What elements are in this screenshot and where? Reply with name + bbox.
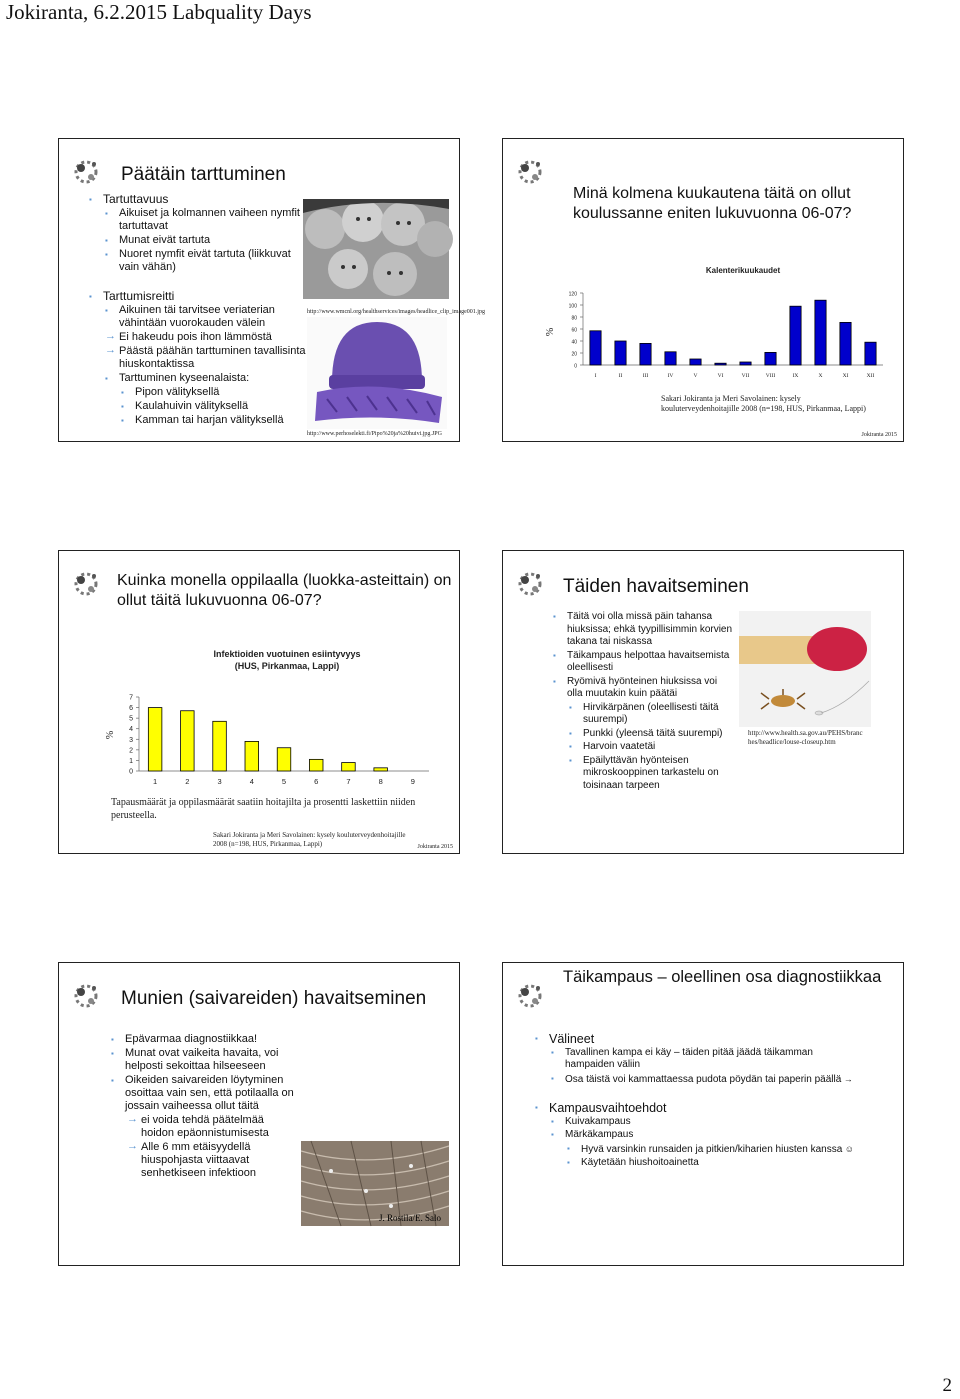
arrow-bullet-icon: → (127, 1140, 138, 1152)
bullet-item (569, 728, 733, 741)
bullet-text: Alle 6 mm etäisyydellä hiuspohjasta viittaavat senhetkiseen infektioon (141, 1141, 256, 1179)
bullet-item (569, 702, 733, 727)
square-bullet-icon: ▪ (105, 250, 108, 259)
bullet-text: Ei hakeudu pois ihon lämmöstä (119, 331, 272, 343)
bullet-text: Tarttuminen kyseenalaista: (119, 372, 250, 384)
square-bullet-icon: ▪ (105, 374, 108, 383)
y-tick-label: 60 (571, 327, 577, 334)
bullet-text: Punkki (yleensä täitä suurempi) (583, 727, 723, 739)
logo-icon (513, 155, 547, 189)
bullet-text: Kampausvaihtoehdot (549, 1101, 667, 1115)
bullet-text: Tarttumisreitti (103, 289, 175, 303)
bullet-item (121, 386, 311, 399)
logo-icon (513, 567, 547, 601)
x-tick-label: VIII (765, 373, 776, 379)
bar (374, 768, 388, 771)
square-bullet-icon: ▪ (111, 1076, 114, 1085)
bullet-text: Täitä voi olla missä päin tahansa hiuksissa; ehkä tyypillisimmin korvien takana tai niskassa (567, 611, 733, 647)
infection-bar-chart (99, 643, 429, 788)
bullet-item (105, 372, 311, 385)
y-tick-label: 3 (129, 736, 133, 744)
bullet-text: Tartuttavuus (103, 192, 169, 206)
square-bullet-icon: ▪ (551, 1130, 554, 1139)
bullet-text: Osa täistä voi kammattaessa pudota pöydän tai paperin päällä (565, 1073, 842, 1085)
x-tick-label: 1 (153, 777, 158, 786)
bullet-text: Munat ovat vaikeita havaita, voi helposti sekoittaa hilseeseen (125, 1047, 279, 1072)
bullet-text: Epävarmaa diagnostiikkaa! (125, 1033, 258, 1045)
bar (740, 362, 751, 365)
bullet-text: Hyvä varsinkin runsaiden ja pitkien/kiharien hiusten kanssa (581, 1143, 843, 1155)
bar (245, 741, 259, 771)
square-bullet-icon: ▪ (569, 702, 572, 712)
arrow-right-icon: → (841, 1073, 853, 1084)
bullet-item (553, 676, 733, 701)
bullet-text: Välineet (549, 1032, 595, 1046)
slide-4-url: http://www.health.sa.gov.au/PEHS/branches/headlice/louse-closeup.htm (748, 729, 863, 746)
square-bullet-icon: ▪ (535, 1103, 538, 1112)
bullet-item (105, 248, 311, 274)
y-axis-label: % (105, 730, 116, 740)
bullet-item (553, 650, 733, 675)
children-heads-photo (303, 199, 449, 299)
bullet-item (551, 1129, 865, 1142)
square-bullet-icon: ▪ (551, 1047, 554, 1057)
knit-hat-scarf-photo (307, 317, 447, 429)
x-tick-label: III (642, 373, 649, 379)
slide-1-title: Päätäin tarttuminen (121, 164, 286, 185)
x-tick-label: X (818, 373, 823, 379)
y-tick-label: 1 (129, 757, 133, 765)
y-tick-label: 4 (129, 726, 133, 734)
square-bullet-icon: ▪ (569, 728, 572, 738)
bar (309, 759, 323, 771)
photo-url-2: http://www.perhoselekti.fi/Pipo%20ja%20huivi.jpg.JPG (307, 431, 442, 437)
x-tick-label: VII (741, 373, 750, 379)
bullet-item (535, 1033, 865, 1046)
bullet-text: Munat eivät tartuta (119, 234, 211, 246)
document-title: Jokiranta, 6.2.2015 Labquality Days (6, 0, 312, 24)
square-bullet-icon: ▪ (89, 195, 92, 204)
photo-credit: J. Rostila/E. Salo (379, 1213, 442, 1223)
bar (590, 331, 601, 365)
arrow-bullet-icon: → (105, 344, 116, 356)
y-tick-label: 100 (568, 303, 577, 310)
slide-1-bullets (89, 193, 311, 428)
x-tick-label: 7 (346, 777, 351, 786)
bullet-item (105, 331, 311, 344)
bullet-text: Harvoin vaatetäi (583, 741, 656, 752)
bullet-item (551, 1073, 865, 1087)
bullet-item (89, 290, 311, 303)
bullet-item (551, 1047, 865, 1072)
bullet-item (105, 304, 311, 330)
slide-3-source: Sakari Jokiranta ja Meri Savolainen: kysely kouluterveydenhoitajille 2008 (n=198, HUS, Pirkanmaa, Lappi) (213, 831, 406, 848)
square-bullet-icon: ▪ (105, 306, 108, 315)
square-bullet-icon: ▪ (121, 402, 124, 411)
square-bullet-icon: ▪ (553, 612, 556, 621)
bullet-item (111, 1047, 296, 1073)
bullet-text: Oikeiden saivareiden löytyminen osoittaa vain sen, että potilaalla on jossain vaiheessa ollut täitä (125, 1074, 294, 1112)
square-bullet-icon: ▪ (567, 1143, 570, 1153)
x-tick-label: XI (842, 373, 849, 379)
bullet-item (127, 1141, 296, 1180)
slide-2-footer: Jokiranta 2015 (861, 432, 897, 438)
bar (765, 352, 776, 365)
bar (840, 322, 851, 365)
x-tick-label: I (594, 373, 597, 379)
logo-icon (513, 979, 547, 1013)
bullet-item (105, 345, 311, 371)
bar (213, 721, 227, 771)
bullet-text: Pipon välityksellä (135, 386, 220, 398)
slide-5-title: Munien (saivareiden) havaitseminen (121, 988, 427, 1009)
slide-4-title: Täiden havaitseminen (563, 576, 749, 597)
bullet-item (569, 741, 733, 754)
bar (615, 341, 626, 365)
x-tick-label: 2 (185, 777, 190, 786)
bullet-item (121, 414, 311, 427)
x-tick-label: 8 (378, 777, 383, 786)
logo-icon (69, 567, 103, 601)
bar (665, 352, 676, 365)
bullet-text: Hirvikärpänen (oleellisesti täitä suurempi) (583, 701, 719, 725)
bullet-item (89, 193, 311, 206)
x-tick-label: IV (667, 373, 674, 379)
square-bullet-icon: ▪ (111, 1049, 114, 1058)
slide-3-title: Kuinka monella oppilaalla (luokka-asteittain) on ollut täitä lukuvuonna 06-07? (117, 572, 452, 609)
slide-5 (58, 962, 460, 1266)
bullet-item (567, 1157, 865, 1170)
bar (715, 363, 726, 365)
slide-6-title: Täikampaus – oleellinen osa diagnostiikkaa (563, 968, 882, 986)
square-bullet-icon: ▪ (569, 755, 572, 765)
bullet-text: Täikampaus helpottaa havaitsemista oleellisesti (567, 649, 730, 673)
y-tick-label: 7 (129, 694, 133, 702)
x-tick-label: 9 (410, 777, 415, 786)
bullet-item (127, 1114, 296, 1140)
square-bullet-icon: ▪ (111, 1035, 114, 1044)
bullet-text: Epäilyttävän hyönteisen mikroskooppinen tarkastelu on toisinaan tarpeen (583, 754, 719, 791)
arrow-bullet-icon: → (105, 330, 116, 342)
bullet-text: Nuoret nymfit eivät tartuta (liikkuvat vain vähän) (119, 248, 291, 273)
bar (815, 300, 826, 365)
y-tick-label: 20 (571, 351, 577, 358)
bullet-text: Kamman tai harjan välityksellä (135, 414, 284, 426)
page-number: 2 (942, 1375, 952, 1396)
bullet-item (105, 207, 311, 233)
bullet-text: Tavallinen kampa ei käy – täiden pitää jäädä täikamman hampaiden väliin (565, 1046, 813, 1070)
y-tick-label: 0 (129, 768, 133, 776)
arrow-bullet-icon: → (127, 1113, 138, 1125)
bullet-item (553, 611, 733, 649)
slide-2-title: Minä kolmena kuukautena täitä on ollut koulussanne eniten lukuvuonna 06-07? (573, 185, 852, 222)
x-tick-label: IX (792, 373, 799, 379)
monthly-bar-chart (543, 257, 893, 387)
bar (865, 342, 876, 365)
x-tick-label: 5 (281, 777, 287, 786)
smiley-icon: ☺ (842, 1143, 854, 1154)
bar (277, 748, 291, 771)
bullet-text: Aikuinen täi tarvitsee veriaterian vähintään vuorokauden välein (119, 304, 275, 329)
bar (640, 343, 651, 365)
slide-2 (502, 138, 904, 442)
square-bullet-icon: ▪ (535, 1034, 538, 1043)
logo-icon (69, 979, 103, 1013)
bullet-text: Ryömivä hyönteinen hiuksissa voi olla muutakin kuin päätäi (567, 675, 718, 699)
chart-title: Infektioiden vuotuinen esiintyvyys (213, 649, 361, 659)
bullet-text: Aikuiset ja kolmannen vaiheen nymfit tartuttavat (119, 207, 300, 232)
x-tick-label: 6 (314, 777, 319, 786)
bullet-text: Käytetään hiushoitoainetta (581, 1157, 699, 1168)
bullet-item (567, 1143, 865, 1157)
y-tick-label: 2 (129, 747, 133, 755)
y-tick-label: 0 (574, 363, 577, 370)
logo-icon (69, 155, 103, 189)
square-bullet-icon: ▪ (551, 1073, 554, 1083)
slide-3-footer: Jokiranta 2015 (417, 844, 453, 850)
bullet-text: Kaulahuivin välityksellä (135, 400, 249, 412)
bullet-item (105, 234, 311, 247)
square-bullet-icon: ▪ (89, 292, 92, 301)
bar (790, 306, 801, 365)
louse-match-photo (739, 611, 871, 727)
bullet-text: Märkäkampaus (565, 1129, 634, 1140)
x-tick-label: V (693, 373, 698, 379)
slide-3 (58, 550, 460, 854)
square-bullet-icon: ▪ (551, 1116, 554, 1126)
square-bullet-icon: ▪ (105, 236, 108, 245)
square-bullet-icon: ▪ (553, 676, 556, 686)
bullet-item (569, 755, 733, 793)
bar (181, 711, 195, 771)
square-bullet-icon: ▪ (105, 209, 108, 218)
square-bullet-icon: ▪ (569, 742, 572, 751)
square-bullet-icon: ▪ (121, 416, 124, 425)
y-tick-label: 120 (568, 291, 577, 298)
x-tick-label: VI (717, 373, 724, 379)
x-tick-label: II (618, 373, 623, 379)
slide-4 (502, 550, 904, 854)
slide-5-bullets (111, 1033, 296, 1181)
slide-6 (502, 962, 904, 1266)
slide-2-source: Sakari Jokiranta ja Meri Savolainen: kysely kouluterveydenhoitajille 2008 (n=198, HUS, Pirkanmaa, Lappi) (661, 394, 866, 413)
bullet-item (551, 1116, 865, 1129)
slide-6-bullets (535, 1033, 865, 1171)
photo-url-1: http://www.wmcnl.org/healthservices/images/headlice_clip_image001.jpg (307, 309, 485, 315)
y-tick-label: 40 (571, 339, 577, 346)
y-tick-label: 80 (571, 315, 577, 322)
y-tick-label: 5 (129, 715, 133, 723)
x-tick-label: 4 (249, 777, 254, 786)
y-tick-label: 6 (129, 705, 133, 713)
slide-4-bullets (553, 611, 733, 793)
bullet-item (111, 1074, 296, 1113)
bullet-text: ei voida tehdä päätelmää hoidon epäonnistumisesta (141, 1114, 269, 1139)
square-bullet-icon: ▪ (567, 1158, 570, 1167)
chart-title: (HUS, Pirkanmaa, Lappi) (234, 661, 340, 671)
square-bullet-icon: ▪ (553, 650, 556, 660)
bullet-item (111, 1033, 296, 1046)
slide-3-note: Tapausmäärät ja oppilasmäärät saatiin hoitajilta ja prosentti laskettiin niiden perusteella. (111, 797, 416, 821)
bullet-item (121, 400, 311, 413)
y-axis-label: % (545, 327, 556, 337)
slide-1 (58, 138, 485, 442)
bar (342, 763, 356, 771)
bar (690, 359, 701, 365)
bullet-text: Kuivakampaus (565, 1115, 631, 1127)
x-tick-label: XII (866, 373, 875, 379)
bullet-item (535, 1102, 865, 1115)
bar (148, 708, 162, 771)
x-tick-label: 3 (217, 777, 222, 786)
bullet-text: Päästä päähän tarttuminen tavallisinta hiuskontaktissa (119, 345, 306, 370)
square-bullet-icon: ▪ (121, 388, 124, 397)
chart-title: Kalenterikuukaudet (705, 266, 781, 275)
